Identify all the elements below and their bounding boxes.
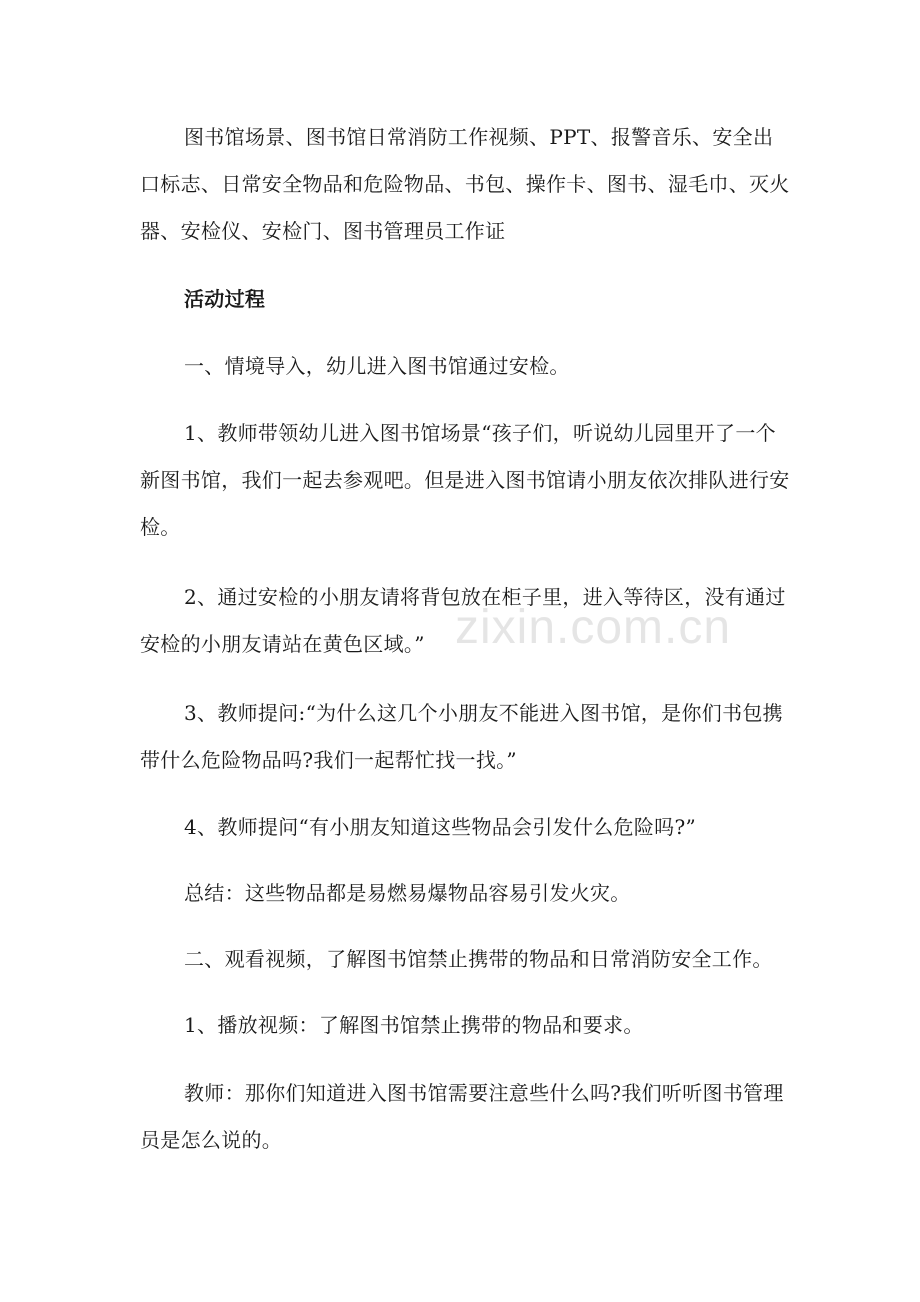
materials-paragraph: 图书馆场景、图书馆日常消防工作视频、PPT、报警音乐、安全出口标志、日常安全物品和危险物品、书包、操作卡、图书、湿毛巾、灭火器、安检仪、安检门、图书管理员工作证	[140, 125, 790, 243]
watermark: zixin.com.cn	[455, 601, 732, 654]
step-one-heading: 一、情境导入，幼儿进入图书馆通过安检。	[184, 354, 570, 378]
section-heading-activity-process: 活动过程	[184, 287, 266, 311]
teacher-question-paragraph: 教师：那你们知道进入图书馆需要注意些什么吗?我们听听图书管理员是怎么说的。	[140, 1081, 784, 1152]
summary-paragraph: 总结：这些物品都是易燃易爆物品容易引发火灾。	[184, 881, 631, 905]
step-2-paragraph: 2、通过安检的小朋友请将背包放在柜子里，进入等待区，没有通过安检的小朋友请站在黄色区域。”	[140, 585, 786, 656]
step-1-paragraph: 1、教师带领幼儿进入图书馆场景“孩子们，听说幼儿园里开了一个新图书馆，我们一起去参观吧。但是进入图书馆请小朋友依次排队进行安检。	[140, 421, 790, 539]
step-two-heading: 二、观看视频，了解图书馆禁止携带的物品和日常消防安全工作。	[184, 947, 773, 971]
step-4-paragraph: 4、教师提问“有小朋友知道这些物品会引发什么危险吗?”	[184, 815, 696, 839]
play-video-paragraph: 1、播放视频：了解图书馆禁止携带的物品和要求。	[184, 1013, 644, 1037]
step-3-paragraph: 3、教师提问:“为什么这几个小朋友不能进入图书馆，是你们书包携带什么危险物品吗?我们一起帮忙找一找。”	[140, 701, 783, 772]
